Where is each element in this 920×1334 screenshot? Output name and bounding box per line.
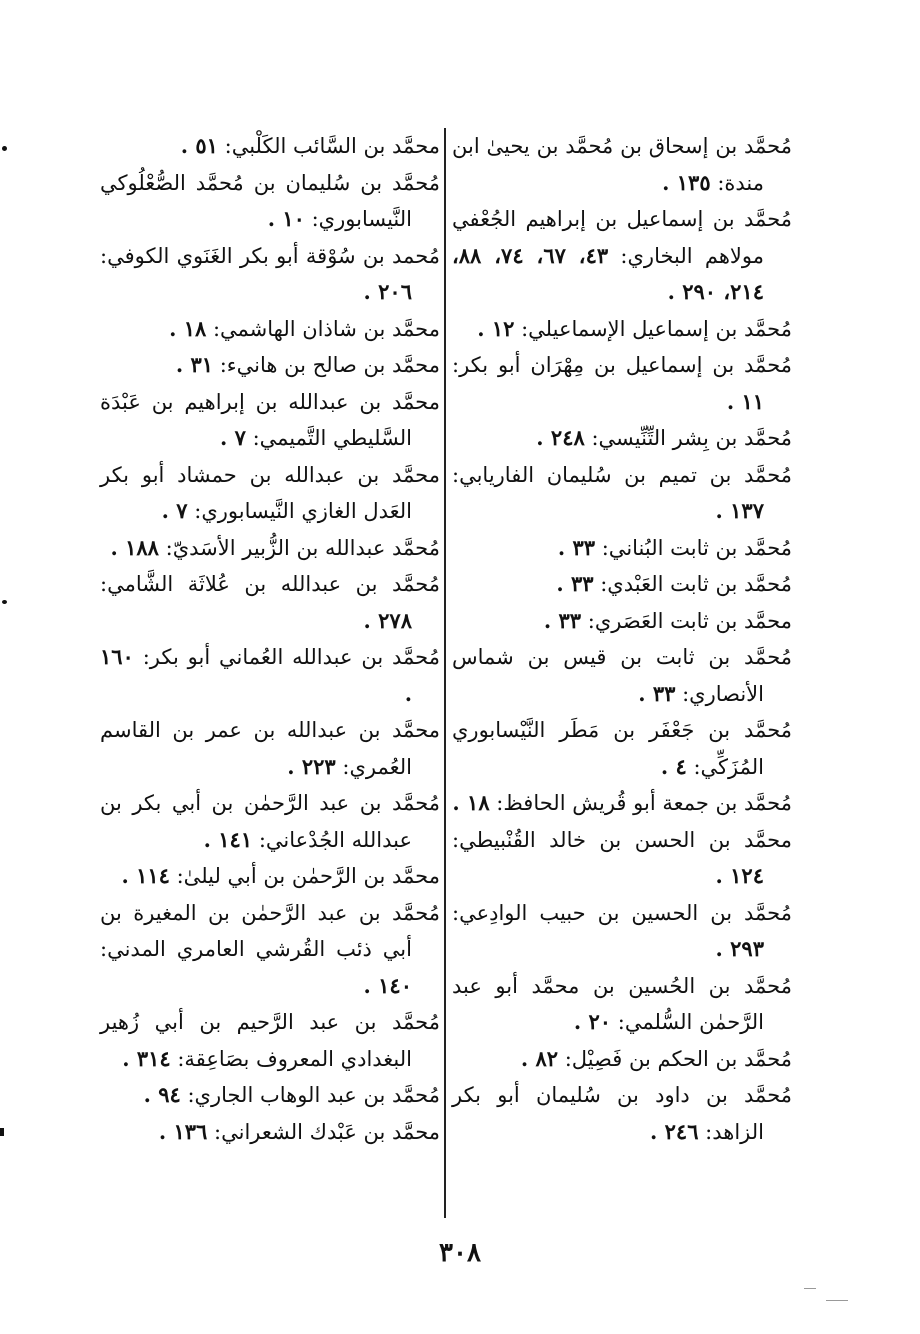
- index-entry: [100, 457, 440, 530]
- index-entry: [452, 530, 792, 567]
- entry-name: مُحمَّد بن عبد الرَّحيم بن أبي زُهير البغدادي المعروف بصَاعِقة:: [100, 1010, 440, 1071]
- entry-name: مُحمَّد بن عبدالله العُماني أبو بكر:: [142, 645, 440, 669]
- index-entry: [100, 1004, 440, 1077]
- entry-pages: ٤٣، ٦٧، ٧٤، ٨٨، ٢١٤، ٢٩٠ .: [452, 242, 764, 304]
- entry-pages: ٣٣ .: [543, 607, 582, 633]
- entry-name: مُحمَّد بن إسماعيل بن مِهْرَان أبو بكر:: [452, 353, 792, 377]
- index-entry: [100, 128, 440, 165]
- entry-name: مُحمَّد بن ثابت البُناني:: [601, 535, 792, 560]
- index-entry: [452, 1041, 792, 1078]
- index-entry: [452, 311, 792, 348]
- index-entry: [100, 1077, 440, 1114]
- entry-pages: ١١٤ .: [121, 863, 170, 888]
- entry-pages: ١٣٦ .: [158, 1118, 208, 1144]
- scan-mark: [2, 600, 7, 604]
- entry-name: محمَّد بن عبدالله بن إبراهيم بن عَبْدَة السَّليطي التَّميمي:: [100, 389, 440, 450]
- entry-name: مُحمَّد بن عبدالله بن عُلاثَة الشَّامي:: [100, 572, 440, 596]
- entry-name: مُحمَّد بن سُليمان بن مُحمَّد الصُّعْلُوكي النَّيسابوري:: [100, 170, 440, 231]
- entry-pages: ١٤١ .: [203, 826, 253, 852]
- entry-name: مُحمد بن سُوْقة أبو بكر الغَنَوي الكوفي:: [100, 243, 440, 268]
- index-entry: [452, 128, 792, 201]
- entry-pages: ١٨ .: [169, 315, 207, 341]
- entry-pages: ١٣٧ .: [715, 498, 764, 523]
- entry-pages: ٢٠ .: [573, 1009, 612, 1034]
- entry-pages: ٧ .: [161, 498, 188, 523]
- entry-name: محمَّد بن صالح بن هانيء:: [219, 353, 440, 377]
- entry-pages: ١٣٥ .: [662, 169, 711, 195]
- index-entry: [452, 420, 792, 457]
- entry-pages: ٧ .: [219, 425, 246, 450]
- index-entry: [100, 785, 440, 858]
- entry-name: مُحمَّد بن جمعة أبو قُريش الحافظ:: [496, 791, 792, 815]
- entry-name: مُحمَّد بن عبد الرَّحمٰن بن المغيرة بن أبي ذئب القُرشي العامري المدني:: [100, 900, 440, 961]
- entry-pages: ١٨٨ .: [110, 534, 159, 560]
- entry-name: مُحمَّد بن عبد الوهاب الجاري:: [187, 1083, 440, 1107]
- entry-name: مُحمَّد بن ثابت العَبْدي:: [600, 572, 792, 596]
- entry-pages: ٣٣ .: [556, 571, 594, 596]
- index-entry: [452, 566, 792, 603]
- entry-name: مُحمَّد بن جَعْفَر بن مَطَر النَّيْسابوري المُزَكِّي:: [452, 718, 792, 779]
- entry-pages: ١٨ .: [452, 790, 490, 815]
- index-entry: [452, 347, 792, 420]
- entry-name: محمَّد بن شاذان الهاشمي:: [212, 316, 440, 341]
- entry-pages: ٢٢٣ .: [287, 753, 336, 779]
- entry-pages: ٥١ .: [180, 133, 218, 158]
- index-entry: [100, 384, 440, 457]
- entry-pages: ٢٤٦ .: [650, 1118, 699, 1144]
- entry-pages: ٤ .: [660, 753, 687, 779]
- entry-name: مُحمَّد عبدالله بن الزُّبير الأسَديّ:: [165, 535, 440, 560]
- scan-mark: [804, 1288, 816, 1289]
- entry-pages: ٩٤ .: [143, 1082, 181, 1107]
- index-entry: [452, 712, 792, 785]
- column-divider: [444, 128, 446, 1218]
- index-entry: [452, 457, 792, 530]
- entry-name: مُحمَّد بن تميم بن سُليمان الفاريابي:: [452, 462, 792, 487]
- index-entry: [100, 712, 440, 785]
- index-entry: [452, 785, 792, 822]
- entry-name: محمَّد بن الحسن بن خالد القُنْبيطي:: [452, 827, 792, 852]
- index-entry: [100, 530, 440, 567]
- page-number: ٣٠٨: [439, 1238, 481, 1268]
- entry-name: مُحمَّد بن إسماعيل بن إبراهيم الجُعْفي مولاهم البخاري:: [452, 207, 792, 268]
- entry-pages: ١٢ .: [477, 315, 515, 341]
- entry-name: محمَّد بن عَبْدك الشعراني:: [214, 1119, 440, 1144]
- entry-name: مُحمَّد بن الحسين بن حبيب الوادِعي:: [452, 900, 792, 925]
- entry-pages: ٢٧٨ .: [363, 607, 412, 633]
- index-entry: [452, 822, 792, 895]
- entry-name: محمَّد بن ثابت العَصَري:: [587, 608, 792, 633]
- entry-pages: ١٦٠ .: [100, 644, 412, 706]
- entry-pages: ١٠ .: [267, 206, 305, 231]
- entry-pages: ٣٣ .: [638, 680, 676, 706]
- index-entry: [100, 311, 440, 348]
- index-entry: [100, 566, 440, 639]
- index-entry: [100, 1114, 440, 1151]
- entry-pages: ٨٢ .: [520, 1045, 559, 1071]
- entry-name: مُحمَّد بن إسحاق بن مُحمَّد بن يحيىٰ ابن مندة:: [452, 134, 792, 195]
- index-entry: [452, 201, 792, 311]
- entry-pages: ١٢٤ .: [715, 863, 764, 888]
- index-entry: [452, 968, 792, 1041]
- entry-pages: ١٤٠ .: [363, 972, 412, 998]
- entry-name: مُحمَّد بن الحكم بن فَصِيْل:: [564, 1046, 792, 1071]
- index-entry: [100, 347, 440, 384]
- entry-name: محمَّد بن السَّائب الكَلْبي:: [224, 134, 440, 158]
- entry-name: مُحمَّد بن الحُسين بن محمَّد أبو عبد الرَّحمٰن السُّلمي:: [452, 973, 792, 1034]
- index-entry: [452, 895, 792, 968]
- entry-pages: ٣١ .: [175, 352, 214, 377]
- index-entry: [452, 603, 792, 640]
- entry-name: محمَّد بن الرَّحمٰن بن أبي ليلىٰ:: [176, 864, 440, 888]
- entry-pages: ١١ .: [726, 388, 764, 414]
- index-column-left: [100, 128, 440, 1150]
- index-entry: [452, 1077, 792, 1150]
- entry-pages: ٢٩٣ .: [715, 936, 764, 961]
- entry-pages: ٣١٤ .: [122, 1045, 171, 1071]
- scan-mark: [0, 1128, 4, 1136]
- entry-name: محمَّد بن عبدالله بن عمر بن القاسم العُمري:: [100, 718, 440, 779]
- entry-pages: ٢٤٨ .: [536, 425, 585, 450]
- index-entry: [100, 858, 440, 895]
- entry-name: مُحمَّد بن ثابت بن قيس بن شماس الأنصاري:: [452, 645, 792, 706]
- entry-pages: ٣٣ .: [557, 534, 596, 560]
- index-entry: [100, 895, 440, 1005]
- entry-name: مُحمَّد بن بِشر التِّنِّيسي:: [591, 426, 792, 450]
- entry-name: مُحمَّد بن عبد الرَّحمٰن بن أبي بكر بن عبدالله الجُدْعاني:: [100, 791, 440, 852]
- entry-name: مُحمَّد بن داود بن سُليمان أبو بكر الزاهد:: [452, 1083, 792, 1144]
- index-entry: [100, 639, 440, 712]
- index-entry: [100, 238, 440, 311]
- entry-name: مُحمَّد بن إسماعيل الإسماعيلي:: [521, 316, 792, 341]
- entry-pages: ٢٠٦ .: [363, 279, 412, 304]
- index-entry: [452, 639, 792, 712]
- scan-mark: [2, 146, 7, 151]
- entry-name: محمَّد بن عبدالله بن حمشاد أبو بكر العَدل الغازي النَّيسابوري:: [100, 462, 440, 523]
- index-column-right: [452, 128, 792, 1150]
- index-entry: [100, 165, 440, 238]
- scan-mark: [826, 1300, 848, 1301]
